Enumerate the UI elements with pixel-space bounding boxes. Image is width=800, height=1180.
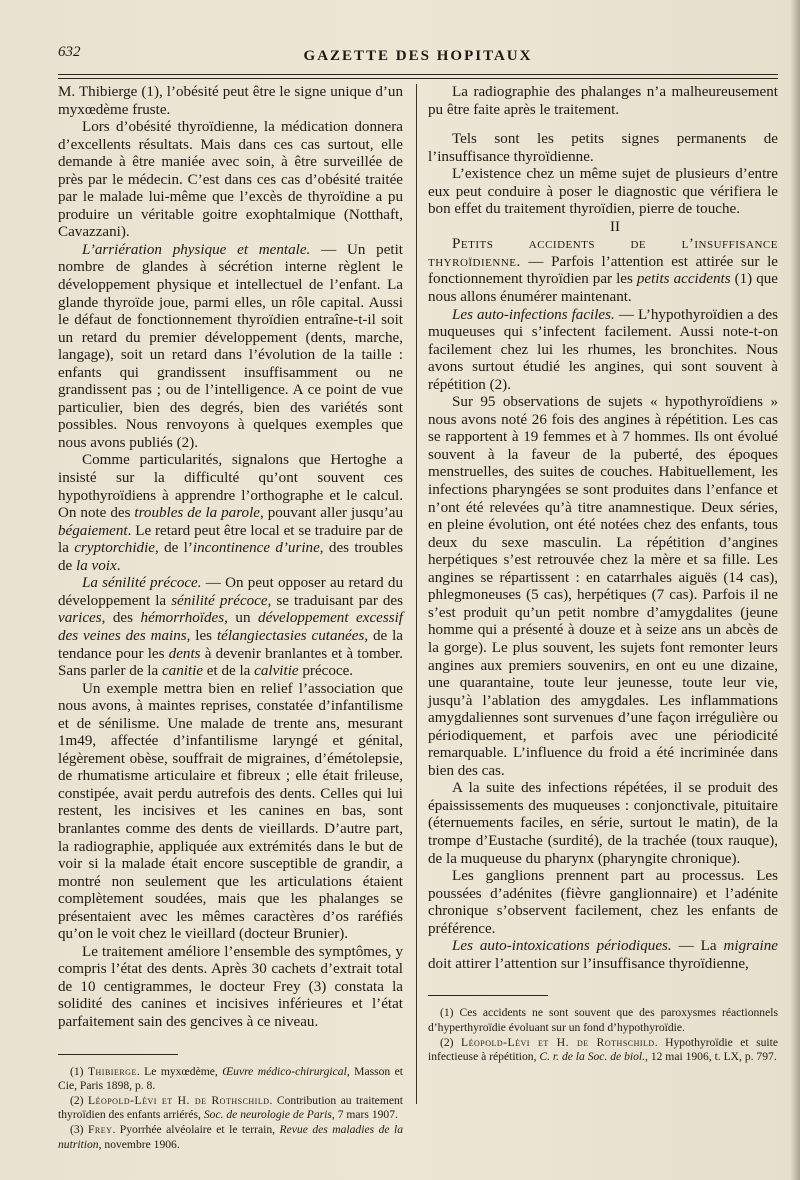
- paragraph: [58, 575, 403, 680]
- paragraph: [428, 938, 778, 973]
- emphasis: la voix: [76, 557, 117, 574]
- footnotes: [58, 1065, 403, 1153]
- emphasis: C. r. de la Soc. de biol.: [539, 1050, 646, 1064]
- emphasis: petits accidents: [636, 271, 731, 288]
- text: , un: [224, 610, 259, 627]
- paragraph: Les ganglions prennent part au processus. Les poussées d’adénites (fièvre ganglionnaire) et l’adénite chronique s’observent facilement, chez les enfants de préférence.: [428, 868, 778, 937]
- journal-title: GAZETTE DES HOPITAUX: [303, 48, 533, 64]
- right-column: [428, 84, 778, 1065]
- paragraph: La radiographie des phalanges n’a malheureusement pu être faite après le traitement.: [428, 84, 778, 118]
- emphasis: développement excessif des veines des mains: [58, 610, 403, 644]
- emphasis: Revue des maladies de la nutrition: [58, 1122, 403, 1151]
- text: et de la: [203, 663, 255, 680]
- text: . Pyorrhée alvéolaire et le terrain,: [112, 1122, 280, 1136]
- text: . Le retard peut être local et se traduire par de la: [58, 522, 403, 557]
- text: , pouvant aller jusqu’au: [259, 505, 404, 522]
- header-rule-top: [58, 74, 778, 75]
- paragraph-text: — Un petit nombre de glandes à sécrétion interne règlent le développement physique et intellectuel de l’enfant. La glande thyroïde joue, parmi elles, un rôle capital. Aussi le défaut de fonctionnement thyroïdien entraîne-t-il soit un retard du premier développement (dents, marche, langage), soit un retard dans l’évolution de la taille : enfants qui grandissent insuffisamment ou ne grandissent pas ; ou de l’intelligence. A ce point de vue particulier, bien des degrés, bien des variétés sont possibles. Nous renvoyons à quelques exemples que nous avons publiés (2).: [58, 241, 403, 451]
- paragraph: [428, 236, 778, 306]
- section-heading: La sénilité précoce.: [82, 575, 202, 592]
- page-number: 632: [58, 44, 81, 60]
- left-column: [58, 84, 403, 1152]
- column-divider: [416, 84, 417, 1104]
- footnote: (3) Frey. Pyorrhée alvéolaire et le terrain, Revue des maladies de la nutrition, novembre 1906.: [58, 1122, 403, 1151]
- paragraph: [58, 242, 403, 453]
- paragraph: Lors d’obésité thyroïdienne, la médication donnera d’excellents résultats. Mais dans ces cas surtout, elle demande à être maniée avec soin, à être surveillée de près par le médecin. C’est dans ces cas d’obésité traitée par le malade lui-même que l’excès de thyroïdine a pu produire un véritable goitre exophtalmique (Notthaft, Cavazzani).: [58, 119, 403, 241]
- emphasis: sénilité précoce: [171, 592, 268, 609]
- footnote: (1) Thibierge. Le myxœdème, Œuvre médico-chirurgical, Masson et Cie, Paris 1898, p. 8.: [58, 1064, 403, 1093]
- text: , Masson et Cie, Paris 1898, p. 8.: [58, 1064, 403, 1093]
- text: , de la tendance pour les: [58, 627, 403, 662]
- emphasis: cryptorchidie: [74, 540, 155, 557]
- emphasis: migraine: [723, 938, 778, 955]
- footnotes: [428, 1006, 778, 1064]
- footnote-author: Léopold-Lévi et H. de Rothschild: [461, 1035, 655, 1049]
- emphasis: Soc. de neurologie de Paris: [203, 1108, 332, 1122]
- section-heading: Les auto-intoxications périodiques.: [452, 938, 672, 955]
- paragraph: Sur 95 observations de sujets « hypothyroïdiens » nous avons noté 26 fois des angines à répétition. Les cas se rapportent à 19 femmes et à 7 hommes. Ils ont évolué souvent à la faveur de la puberté, des époques menstruelles, des suites de couches. Habituellement, les infections pharyngées se sont produites dans l’enfance et n’ont été relevées qu’à titre anamnestique. Deux séries, en pleine évolution, ont été notées chez des enfants, tous deux du sexe masculin. La répétition d’angines herpétiques s’est retrouvée chez la mère et sa fille. Les angines se répartissent : en catarrhales aiguës (14 cas), phlegmoneuses (5 cas), herpétiques (7 cas). Parfois il ne s’est produit qu’un petit nombre d’amygdalites (jeune homme qui a présenté à douze et à seize ans un abcès de la gorge). Le plus souvent, les sujets font remonter leurs angines aux premiers souvenirs, en ont eu une dizaine, une quarantaine, toute leur jeunesse, toute leur vie, jusqu’à l’ablation des amygdales. Les inflammations amygdaliennes sont survenues d’une façon irrégulière ou périodiquement, et parfois avec une périodicité remarquable. L’influence du froid a été incriminée dans bien des cas.: [428, 394, 778, 779]
- text: — L’hypothyroïdien a des muqueuses qui s’infectent facilement. Aussi note-t-on facilement chez lui les rhumes, les bronchites. Nous avons surtout étudié les angines, qui sont souvent à répétition (2).: [428, 306, 778, 393]
- text: , 12 mai 1906, t. LX, p. 797.: [645, 1050, 777, 1064]
- text: à devenir branlantes et à tomber. Sans parler de la: [58, 645, 403, 680]
- emphasis: calvitie: [254, 663, 299, 680]
- text: , les: [186, 627, 217, 644]
- section-heading: L’arriération physique et mentale.: [82, 241, 311, 258]
- section-number: II: [610, 218, 620, 235]
- footnote-author: Frey: [87, 1122, 113, 1136]
- footnote-author: Thibierge: [87, 1064, 137, 1078]
- paragraph: A la suite des infections répétées, il se produit des épaississements des muqueuses : conjonctivale, pituitaire (éternuements faciles, en série, surtout le matin), de la trompe d’Eustache (surdité), de la trachée (toux rauque), de la muqueuse du pharynx (pharyngite chronique).: [428, 780, 778, 867]
- text: . Le myxœdème,: [136, 1064, 223, 1078]
- section-heading: Les auto-infections faciles.: [452, 306, 615, 323]
- text: , se traduisant par des: [267, 592, 404, 609]
- paragraph: Tels sont les petits signes permanents de l’insuffisance thyroïdienne.: [428, 131, 778, 165]
- footnote: (2) Léopold-Lévi et H. de Rothschild. Hypothyroïdie et suite infectieuse à répétition, C. r. de la Soc. de biol., 12 mai 1906, t. LX, p. 797.: [428, 1035, 779, 1064]
- header-rule-bottom: [58, 78, 778, 79]
- text: précoce.: [298, 663, 354, 680]
- text: . Hypothyroïdie et suite infectieuse à répétition,: [428, 1035, 779, 1064]
- emphasis: dents: [168, 645, 201, 662]
- emphasis: canitie: [161, 663, 204, 680]
- text: doit attirer l’attention sur l’insuffisance thyroïdienne,: [428, 955, 749, 972]
- emphasis: troubles de la parole: [134, 505, 260, 522]
- emphasis: bégaiement: [58, 522, 128, 539]
- section-heading: Petits accidents de l’insuffisance thyroïdienne.: [428, 236, 778, 270]
- paragraph: M. Thibierge (1), l’obésité peut être le signe unique d’un myxœdème fruste.: [58, 84, 403, 118]
- text: — La: [671, 938, 724, 955]
- footnote-rule: [428, 995, 548, 996]
- paragraph: L’existence chez un même sujet de plusieurs d’entre eux peut conduire à poser le diagnostic que vérifiera le bon effet du traitement thyroïdien, pierre de touche.: [428, 166, 778, 218]
- emphasis: télangiectasies cutanées: [216, 627, 365, 644]
- text: Comme particularités, signalons que Hertoghe a insisté sur la difficulté qu’ont souvent ces hypothyroïdiens à apprendre l’orthographe et le calcul. On note des: [58, 452, 403, 522]
- text: (1) que nous allons énumérer maintenant.: [428, 271, 778, 306]
- text: — Parfois l’attention est attirée sur le fonctionnement thyroïdien par les: [428, 253, 778, 288]
- text: .: [116, 557, 121, 574]
- paragraph: [428, 307, 778, 395]
- emphasis: hémorrhoïdes: [140, 610, 225, 627]
- footnote-author: Léopold-Lévi et H. de Rothschild: [87, 1093, 270, 1107]
- text: , des troubles de: [58, 540, 403, 574]
- paragraph: Le traitement améliore l’ensemble des symptômes, y compris l’état des dents. Après 30 cachets d’extrait total de 10 centigrammes, le docteur Frey (3) constata la solidité des canines et incisives inférieures et l’état parfaitement sain des gencives à ce niveau.: [58, 943, 403, 1030]
- paragraph: Un exemple mettra bien en relief l’association que nous avons, à maintes reprises, constatée d’infantilisme et de sénilisme. Une malade de trente ans, mesurant 1m49, affectée d’infantilisme laryngé et génital, légèrement obèse, souffrait de migraines, d’émétolepsie, de rhumatisme articulaire et fibreux ; elle était frileuse, constipée, avait perdu autrefois des dents. Celles qui lui restent, les incisives et les canines en bas, sont branlantes comme des dents de vieillards. D’autre part, la radiographie, appliquée aux extrémités dans le but de voir si la malade était encore susceptible de grandir, a montré non seulement que les articulations étaient complètement soudées, mais que les phalanges se présentaient avec les mêmes caractères d’os raréfiés qu’on le voit chez le vieillard (docteur Brunier).: [58, 680, 403, 943]
- footnote-rule: [58, 1054, 178, 1055]
- text: , novembre 1906.: [98, 1137, 180, 1151]
- text: , des: [101, 610, 141, 627]
- paragraph: [58, 452, 403, 575]
- text: — On peut opposer au retard du développement la: [58, 575, 404, 609]
- emphasis: incontinence d’urine: [192, 540, 320, 557]
- emphasis: varices: [58, 610, 102, 627]
- footnote: (2) Léopold-Lévi et H. de Rothschild. Contribution au traitement thyroïdien des enfants arriérés, Soc. de neurologie de Paris, 7 mars 1907.: [58, 1093, 403, 1122]
- text: . Contribution au traitement thyroïdien des enfants arriérés,: [58, 1093, 403, 1122]
- text: , de l’: [155, 540, 193, 557]
- page-header: [58, 44, 778, 66]
- page-spine-shadow: [790, 0, 800, 1180]
- emphasis: Œuvre médico-chirurgical: [222, 1064, 347, 1078]
- footnote: (1) Ces accidents ne sont souvent que des paroxysmes réactionnels d’hyperthyroïdie évoluant sur un fond d’hypothyroïdie.: [428, 1006, 778, 1034]
- text: , 7 mars 1907.: [331, 1108, 398, 1122]
